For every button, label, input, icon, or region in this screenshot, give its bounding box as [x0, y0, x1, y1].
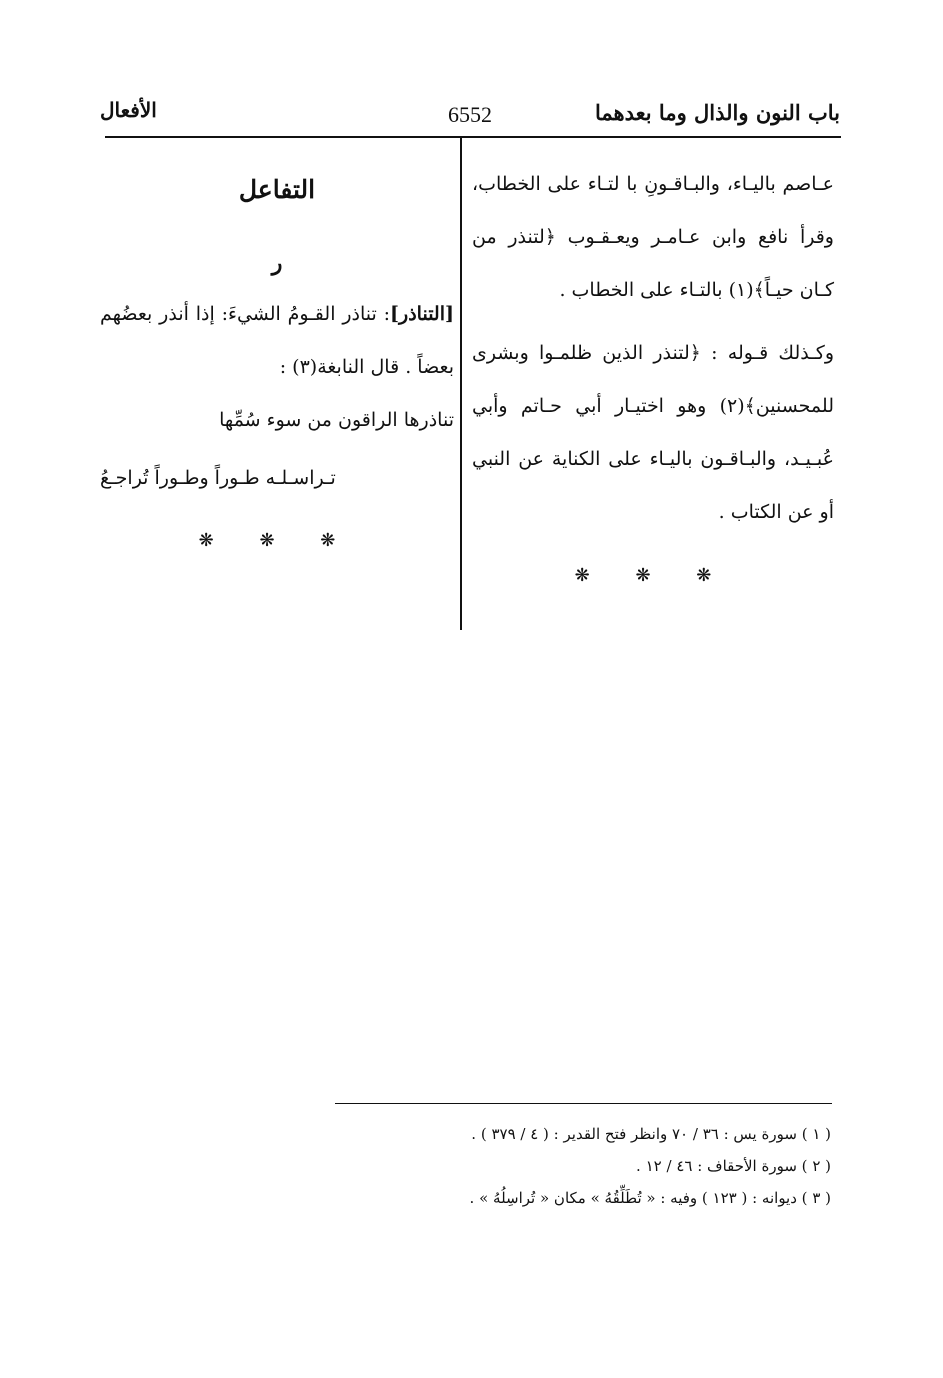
section-name: الأفعال	[100, 98, 157, 122]
section-separator: ❋ ❋ ❋	[198, 530, 356, 551]
entry-definition: : تناذر القـومُ الشيءَ: إذا أنذر بعضُهم بعضاً . قال النابغة(٣) :	[100, 303, 454, 378]
footnote: ( ٣ ) ديوانه : ( ١٢٣ ) وفيه : « تُطَلِّقُهُ » مكان « تُراسِلُهُ » .	[469, 1189, 831, 1207]
chapter-title: باب النون والذال وما بعدهما	[595, 100, 840, 125]
right-column	[472, 158, 834, 591]
footnotes	[331, 1118, 831, 1214]
paragraph: وكـذلك قـوله : ﴿لتنذر الذين ظلمـوا وبشرى للمحسنين﴾(٢) وهو اختيـار أبي حـاتم وأبي عُبـيـد، والبـاقـون باليـاء على الكناية عن النبي أو عن الكتاب .	[472, 342, 834, 523]
page-number: 6552	[448, 102, 492, 127]
footnote: ( ١ ) سورة يس : ٣٦ / ٧٠ وانظر فتح القدير : ( ٤ / ٣٧٩ ) .	[471, 1125, 831, 1143]
verse-first-hemistich: تناذرها الراقون من سوء سُمِّها	[219, 409, 454, 431]
section-separator: ❋ ❋ ❋	[574, 565, 732, 586]
column-divider	[460, 136, 462, 630]
footnote-rule	[335, 1103, 832, 1104]
running-header	[100, 96, 840, 136]
section-heading: التفاعل	[238, 175, 316, 204]
footnote: ( ٢ ) سورة الأحقاف : ٤٦ / ١٢ .	[636, 1157, 831, 1175]
verse-second-hemistich: تـراسـلـه طـوراً وطـوراً تُراجـعُ	[100, 467, 336, 489]
paragraph: عـاصم باليـاء، والبـاقـونِ با لتـاء على الخطاب، وقرأ نافع وابن عـامـر ويعـقـوب ﴿لتنذر من كـان حيـاً﴾(١) بالتـاء على الخطاب .	[472, 173, 834, 301]
header-rule	[105, 136, 841, 138]
left-column	[100, 168, 454, 556]
entry-term: [التناذر]	[390, 303, 454, 325]
letter-heading: ر	[271, 250, 283, 276]
dictionary-entry	[100, 288, 454, 394]
